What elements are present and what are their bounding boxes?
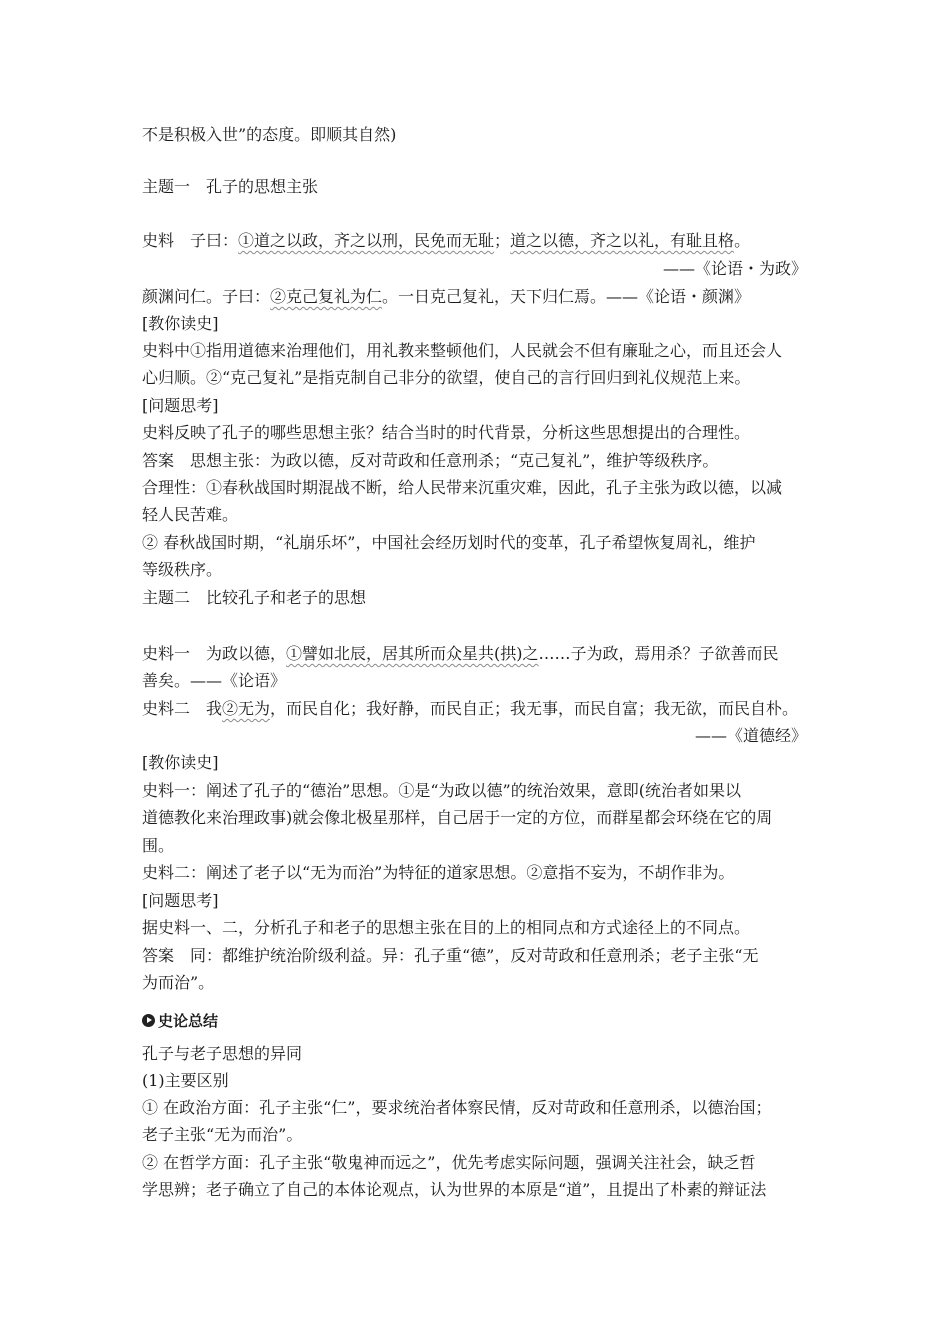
summary-line: 学思辨；老子确立了自己的本体论观点，认为世界的本原是“道”，且提出了朴素的辩证法 [142,1180,767,1199]
answer-line: 为而治”。 [142,973,215,992]
source2-end: 。一日克己复礼，天下归仁焉。——《论语・颜渊》 [382,287,751,306]
source-underlined-2: 道之以德，齐之以礼，有耻且格 [510,231,735,250]
reading-line: 史料中①指用道德来治理他们，用礼教来整顿他们，人民就会不但有廉耻之心，而且还会人 [142,341,783,360]
reading-line: 道德教化来治理政事)就会像北极星那样，自己居于一定的方位，而群星都会环绕在它的周 [142,808,773,827]
topic1-source-line [142,230,750,252]
question-label: [问题思考] [142,396,219,415]
reading-label: [教你读史] [142,753,219,772]
source-end: 。 [734,231,751,250]
source-underlined-1: ①道之以政，齐之以刑，民免而无耻 [238,231,495,250]
source-citation: ——《论语・为政》 [662,259,807,278]
summary-title: 孔子与老子思想的异同 [142,1044,303,1063]
reading-line: 心归顺。②“克己复礼”是指克制自己非分的欲望，使自己的言行回归到礼仪规范上来。 [142,368,751,387]
topic2-source1-line-2: 善矣。——《论语》 [142,671,287,690]
answer-line: 轻人民苦难。 [142,505,239,524]
topic2-source2-line [142,698,798,720]
source-prefix: 史料 子曰： [142,231,239,250]
topic1-source-line-2 [142,286,750,308]
topic2-source1-line [142,643,779,665]
source-separator: ； [494,231,511,250]
source1-end: ……子为政，焉用杀？子欲善而民 [538,644,779,663]
summary-line: 老子主张“无为而治”。 [142,1125,303,1144]
source1-underlined: ①譬如北辰，居其所而众星共(拱)之 [286,644,539,663]
summary-line: ② 在哲学方面：孔子主张“敬鬼神而远之”，优先考虑实际问题，强调关注社会，缺乏哲 [142,1153,756,1172]
question-text: 据史料一、二，分析孔子和老子的思想主张在目的上的相同点和方式途径上的不同点。 [142,918,751,937]
source2-prefix: 史料二 我 [142,699,223,718]
answer-line: 等级秩序。 [142,560,223,579]
answer-line: 答案 思想主张：为政以德，反对苛政和任意刑杀；“克己复礼”，维护等级秩序。 [142,451,719,470]
question-text: 史料反映了孔子的哪些思想主张？结合当时的时代背景，分析这些思想提出的合理性。 [142,423,751,442]
summary-subheading: (1)主要区别 [142,1071,229,1090]
question-label: [问题思考] [142,891,219,910]
source2-prefix: 颜渊问仁。子曰： [142,287,271,306]
intro-line: 不是积极入世”的态度。即顺其自然) [142,125,397,144]
answer-line: 答案 同：都维护统治阶级利益。异：孔子重“德”，反对苛政和任意刑杀；老子主张“无 [142,946,759,965]
topic1-heading: 主题一 孔子的思想主张 [142,177,319,196]
source2-end: ，而民自化；我好静，而民自正；我无事，而民自富；我无欲，而民自朴。 [270,699,799,718]
source1-prefix: 史料一 为政以德， [142,644,287,663]
topic2-heading: 主题二 比较孔子和老子的思想 [142,588,367,607]
source2-citation: ——《道德经》 [694,726,807,745]
source-underlined-3: ②克己复礼为仁 [270,287,383,306]
answer-line: ② 春秋战国时期，“礼崩乐坏”，中国社会经历划时代的变革，孔子希望恢复周礼，维护 [142,533,756,552]
play-circle-icon [142,1014,155,1027]
summary-heading [142,1010,218,1032]
reading-line: 围。 [142,836,175,855]
source2-underlined: ②无为 [222,699,271,718]
reading-label: [教你读史] [142,314,219,333]
reading-line: 史料二：阐述了老子以“无为而治”为特征的道家思想。②意指不妄为，不胡作非为。 [142,863,735,882]
summary-line: ① 在政治方面：孔子主张“仁”，要求统治者体察民情，反对苛政和任意刑杀，以德治国； [142,1098,772,1117]
answer-line: 合理性：①春秋战国时期混战不断，给人民带来沉重灾难，因此，孔子主张为政以德，以减 [142,478,783,497]
reading-line: 史料一：阐述了孔子的“德治”思想。①是“为政以德”的统治效果，意即(统治者如果以 [142,781,741,800]
summary-heading-text: 史论总结 [158,1012,219,1030]
